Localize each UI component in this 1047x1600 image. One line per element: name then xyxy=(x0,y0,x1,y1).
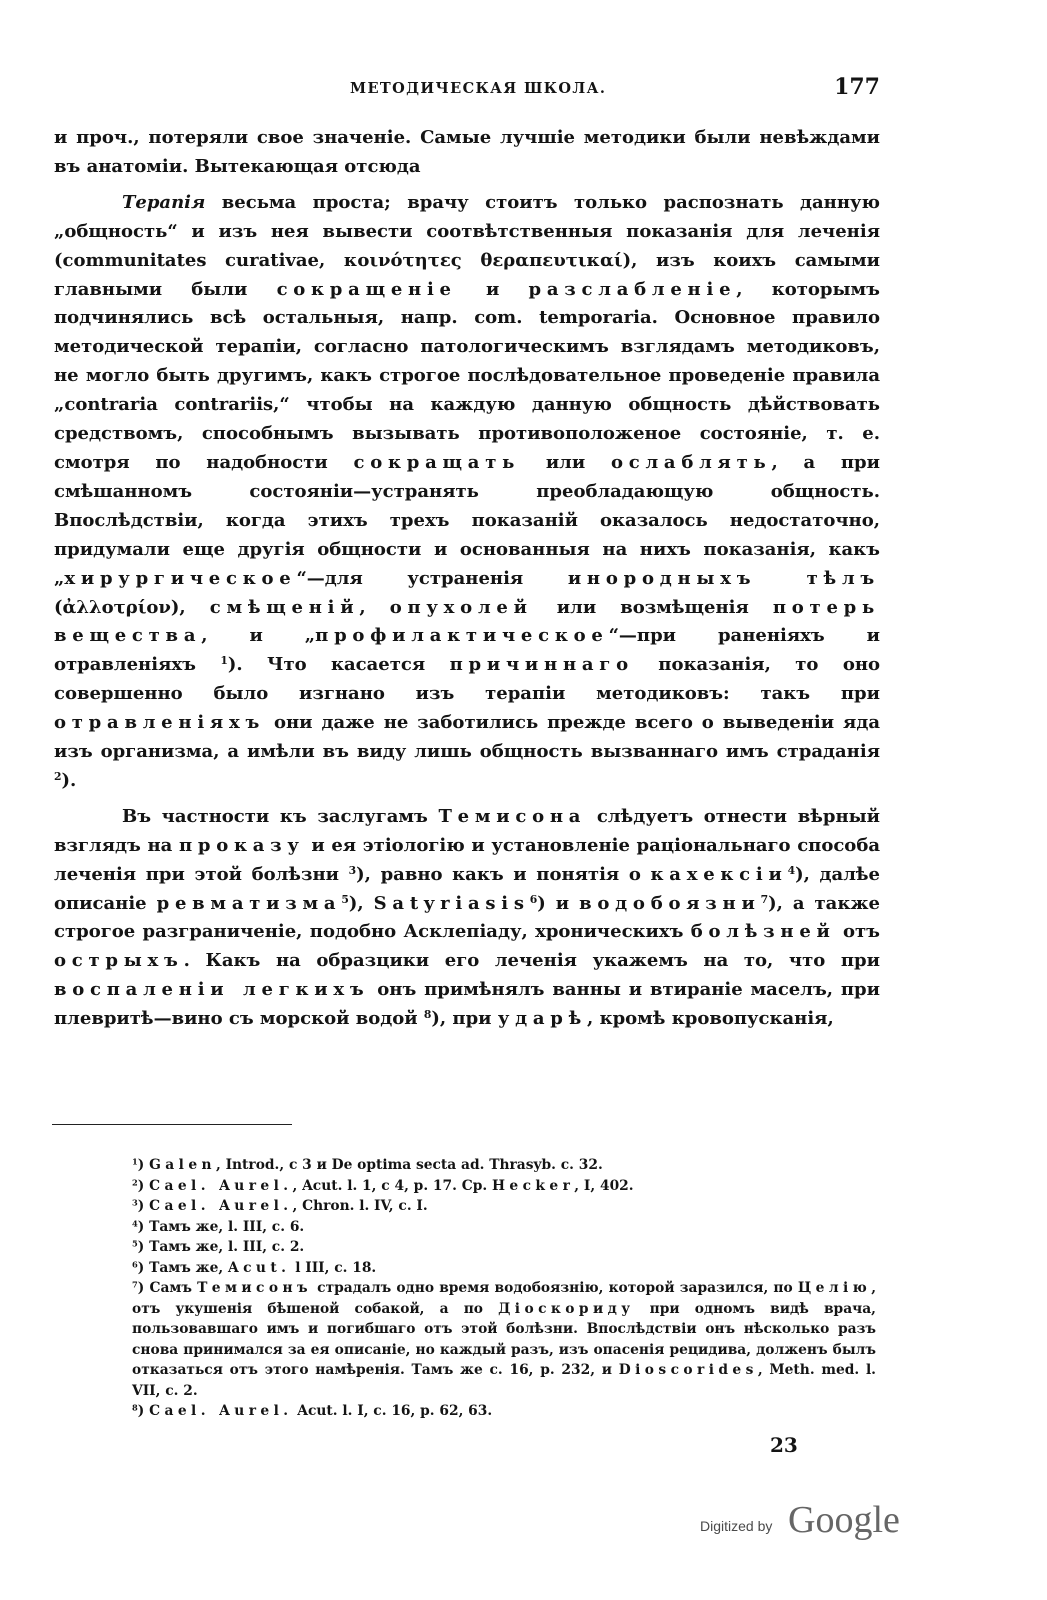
footnote-ref: 6 xyxy=(529,892,538,906)
spaced-term: разслабленіе xyxy=(528,278,737,300)
spaced-term: ревматизма xyxy=(156,892,342,914)
spaced-term: инородныхъ тѣлъ xyxy=(567,567,880,589)
running-header xyxy=(60,74,880,104)
digitized-label: Digitized by xyxy=(700,1518,773,1534)
footnote-ref: 5 xyxy=(341,892,349,906)
term-therapy: Терапія xyxy=(122,191,206,213)
text-segment: ), при xyxy=(431,1008,498,1030)
text-segment: ), а также строгое разграниченіе, подобно Асклепіаду, хроническихъ xyxy=(54,892,880,943)
footnote-text: при одномъ видѣ врача, пользовавшаго имъ и погибшаго отъ этой болѣзни. Впослѣдствіи онъ нѣсколько разъ снова принимался за ея описаніе, но каждый разъ, изъ опасенія рецидива, долженъ былъ отказаться отъ этого намѣренія. Тамъ же c. 16, p. 232, и xyxy=(132,1300,876,1378)
text-segment: , которымъ подчинялись всѣ остальныя, напр. com. temporaria. Основное правило методической терапіи, согласно патологическимъ взглядамъ методиковъ, не могло быть другимъ, какъ строгое послѣдовательное проведеніе правила „contraria contrariis,“ чтобы на каждую данную общность дѣйствовать средствомъ, способнымъ вызывать противоположеное состояніе, т. е. смотря по надобности xyxy=(54,278,880,473)
footnote-1 xyxy=(132,1155,876,1176)
footnote-ref: 3 xyxy=(348,863,357,877)
footnote-author: Целію xyxy=(797,1280,872,1296)
footnote-author: Hecker xyxy=(491,1177,575,1194)
page-number: 177 xyxy=(834,74,880,100)
spaced-term: хирургическое xyxy=(64,567,297,589)
text-segment: Въ частности къ заслугамъ xyxy=(122,805,439,827)
text-segment: ). Что касается xyxy=(227,654,450,676)
footnote-number: 6 xyxy=(132,1258,138,1269)
text-segment: или xyxy=(520,451,611,473)
footnote-ref: 7 xyxy=(760,892,769,906)
text-segment: или возмѣщенія xyxy=(532,596,773,618)
footnote-text: ) Тамъ же, l. III, c. 2. xyxy=(137,1239,305,1255)
spaced-term: профилактическое xyxy=(315,625,609,647)
text-segment: и xyxy=(456,278,529,300)
footnote-4 xyxy=(132,1217,876,1238)
spaced-term: отравленіяхъ xyxy=(54,712,266,734)
footnote-ref: 8 xyxy=(423,1008,432,1022)
footnote-3 xyxy=(132,1196,876,1217)
footnote-divider xyxy=(52,1124,292,1125)
paragraph-1: и проч., потеряли свое значеніе. Самые лучшіе методики были невѣждами въ анатоміи. Вытекающая отсюда xyxy=(54,127,880,177)
footnote-author: Діоскориду xyxy=(498,1300,635,1317)
footnote-author: Acut. xyxy=(228,1259,291,1276)
footnote-text: , Acut. l. 1, c 4, p. 17. Cp. xyxy=(292,1177,492,1194)
spaced-term: смѣщеній xyxy=(209,596,360,618)
text-segment: “—при раненіяхъ и отравленіяхъ xyxy=(54,625,880,676)
footnote-text: ) xyxy=(137,1177,150,1194)
spaced-term: ударѣ xyxy=(497,1008,588,1030)
footnote-ref: 2 xyxy=(54,770,62,783)
spaced-term: водобоязни xyxy=(579,892,761,914)
footnote-5 xyxy=(132,1237,876,1258)
google-logo: Google xyxy=(788,1499,900,1541)
text-segment: . Какъ на образцики его леченія укажемъ на то, что при xyxy=(183,950,880,972)
spaced-term: болѣзней xyxy=(690,921,836,943)
text-segment: отъ xyxy=(835,921,880,943)
footnote-2 xyxy=(132,1176,876,1197)
text-segment: ), равно какъ и понятія о xyxy=(356,863,651,885)
footnote-ref: 1 xyxy=(220,654,228,668)
footnote-number: 1 xyxy=(132,1156,138,1167)
spaced-term: кахексіи xyxy=(650,863,788,885)
footnote-number: 4 xyxy=(132,1217,138,1228)
spaced-term: причиннаго xyxy=(449,654,634,676)
text-segment: , и „ xyxy=(201,625,316,647)
main-text xyxy=(54,124,880,1034)
footnote-author: Cael. Aurel. xyxy=(149,1177,293,1194)
paragraph-3 xyxy=(54,803,880,1034)
spaced-term: опухолей xyxy=(389,596,533,618)
text-segment: (ἀλλοτρίον), xyxy=(54,596,210,618)
footnote-text: ) xyxy=(137,1157,150,1173)
footnote-text: , I, 402. xyxy=(574,1177,634,1194)
spaced-term: проказу xyxy=(178,834,305,856)
footnote-number: 7 xyxy=(132,1279,138,1290)
text-segment: ), xyxy=(348,892,374,914)
text-segment: “—для устраненія xyxy=(296,567,568,589)
footnote-text: ) xyxy=(137,1403,150,1419)
spaced-term: сокращать xyxy=(353,451,521,473)
text-segment: и ея этіологію и установленіе раціональнаго способа леченія при этой болѣзни xyxy=(54,834,880,885)
text-segment: весьма проста; врачу стоитъ только распознать данную „общность“ и изъ нея вывести соотвѣтственныя показанія для леченія (communitates curativae, κοινότητες θεραπευτικαί), изъ коихъ самыми главными были xyxy=(54,191,880,300)
footnote-author: Galen xyxy=(149,1157,216,1173)
footnote-text: , Chron. l. IV, c. I. xyxy=(292,1198,428,1214)
footnote-author: Темисонъ xyxy=(197,1280,313,1296)
spaced-term: ослаблять xyxy=(610,451,772,473)
footnote-number: 5 xyxy=(132,1238,138,1249)
spaced-term: потерь вещества xyxy=(54,596,880,647)
footnote-author: Cael. Aurel. xyxy=(149,1198,293,1214)
footnote-number: 3 xyxy=(132,1197,138,1208)
footnote-text: ) Тамъ же, xyxy=(137,1259,228,1276)
footnote-text: ) Самъ xyxy=(137,1280,198,1296)
text-segment: показанія, то оно совершенно было изгнано изъ терапіи методиковъ: такъ при xyxy=(54,654,880,705)
footnote-number: 8 xyxy=(132,1402,138,1413)
paragraph-2 xyxy=(54,189,880,796)
text-segment: ). xyxy=(61,769,77,791)
text-segment: , а при смѣшанномъ состояніи—устранять преобладающую общность. Впослѣдствіи, когда этихъ трехъ показаній оказалось недостаточно, придумали еще другія общности и основанныя на нихъ показанія, какъ „ xyxy=(54,451,880,589)
running-head-title: МЕТОДИЧЕСКАЯ ШКОЛА. xyxy=(350,80,607,97)
footnotes xyxy=(132,1155,876,1422)
spaced-term: сокращеніе xyxy=(276,278,457,300)
footnote-author: Cael. Aurel. xyxy=(149,1403,293,1419)
footnote-text: l III, c. 18. xyxy=(290,1259,377,1276)
footnote-text: страдалъ одно время водобоязнію, которой заразился, по xyxy=(312,1280,798,1296)
spaced-term: воспаленіи легкихъ xyxy=(54,979,370,1001)
footnote-text: ) xyxy=(137,1198,150,1214)
footnote-number: 2 xyxy=(132,1176,138,1187)
footnote-text: ) Тамъ же, l. III, c. 6. xyxy=(137,1218,305,1235)
text-segment: слѣдуетъ отнести вѣрный взглядъ на xyxy=(54,805,881,856)
footnote-text: , Meth. med. l. VII, c. 2. xyxy=(132,1362,876,1399)
text-segment: , xyxy=(359,596,390,618)
text-segment: ), далѣе описаніе xyxy=(54,863,880,914)
text-segment: они даже не заботились прежде всего о выведеніи яда изъ организма, а имѣли въ виду лишь общность вызваннаго имъ страданія xyxy=(54,712,880,763)
text-segment: онъ примѣнялъ ванны и втираніе маселъ, при плевритѣ—вино съ морской водой xyxy=(54,979,880,1030)
footnote-text: , Introd., c 3 и De optima secta ad. Thrasyb. c. 32. xyxy=(215,1157,603,1173)
footnote-text: Acut. l. I, c. 16, p. 62, 63. xyxy=(292,1403,493,1419)
footnote-7 xyxy=(132,1278,876,1401)
text-segment: , кромѣ кровопусканія, xyxy=(587,1008,834,1030)
footnote-6 xyxy=(132,1258,876,1279)
footnote-text: , отъ укушенія бѣшеной собакой, а по xyxy=(132,1280,876,1317)
spaced-term: Темисона xyxy=(438,805,587,827)
footnote-author: Dioscorides xyxy=(618,1362,758,1378)
footnote-ref: 4 xyxy=(787,863,796,877)
spaced-term: острыхъ xyxy=(54,950,184,972)
spaced-term: Satyriasis xyxy=(373,892,530,914)
footnote-8 xyxy=(132,1401,876,1422)
text-segment: ) и xyxy=(537,892,580,914)
signature-mark: 23 xyxy=(770,1433,798,1457)
